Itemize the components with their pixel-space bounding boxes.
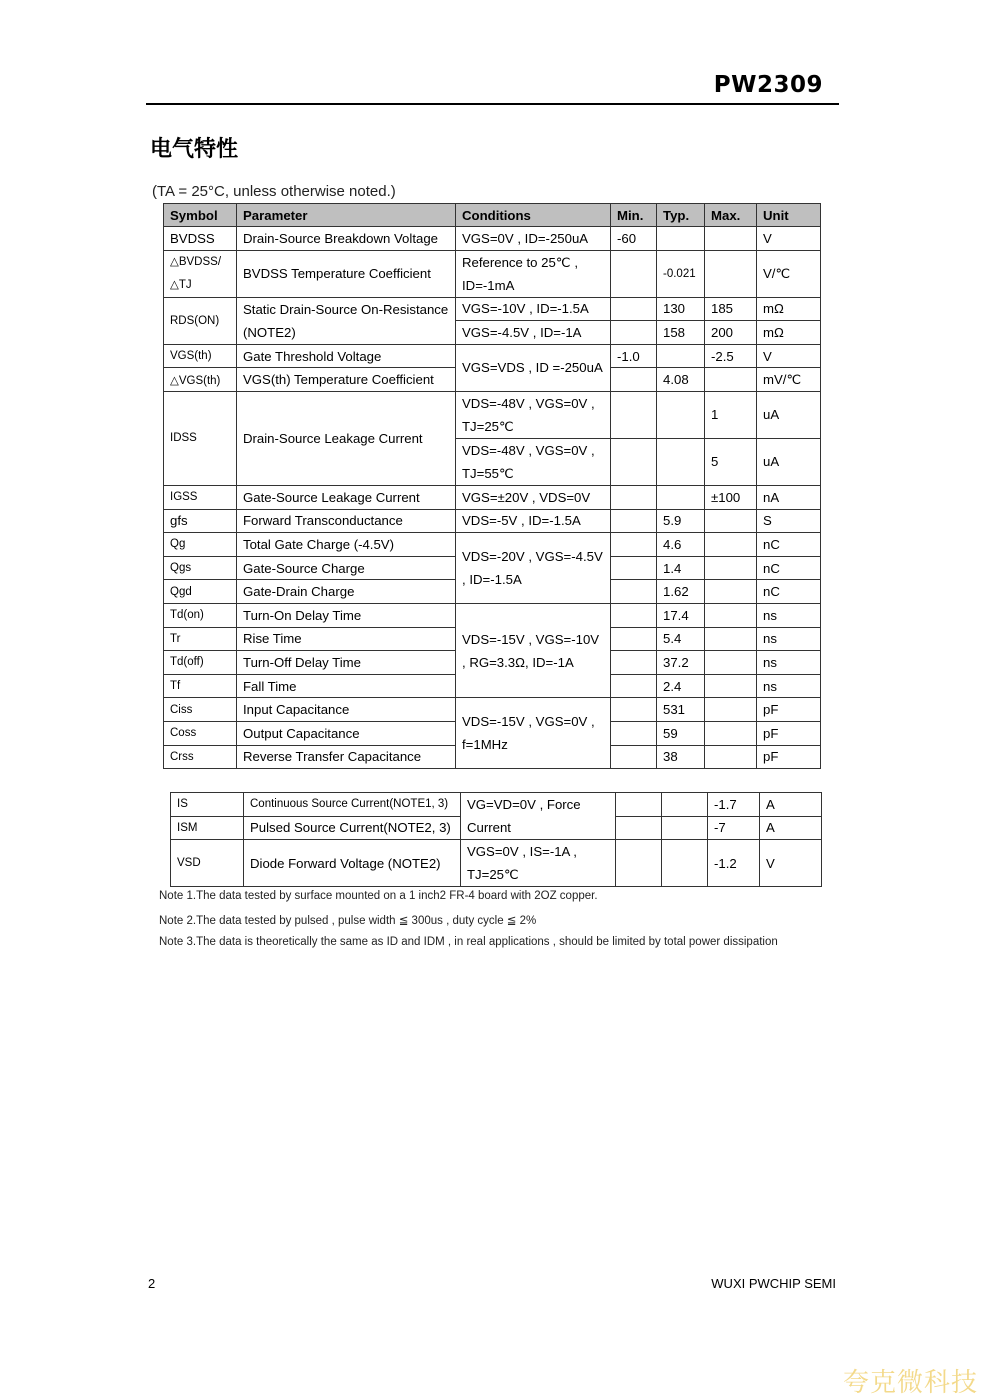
watermark-logo-text: 夸克微科技	[842, 1368, 978, 1398]
header-max: Max.	[705, 204, 757, 227]
table-row	[164, 250, 821, 297]
symbol-cell: Tr	[164, 627, 237, 651]
min-cell	[611, 533, 657, 557]
symbol-cell: △VGS(th)	[164, 368, 237, 392]
parameter-cell: Output Capacitance	[237, 721, 456, 745]
min-cell	[616, 793, 662, 817]
max-cell	[705, 651, 757, 675]
parameter-cell: Input Capacitance	[237, 698, 456, 722]
symbol-cell: Qgd	[164, 580, 237, 604]
unit-cell: ns	[757, 674, 821, 698]
electrical-characteristics-table	[163, 203, 821, 769]
conditions-cell: VDS=-20V , VGS=-4.5V , ID=-1.5A	[456, 533, 611, 604]
min-cell	[611, 368, 657, 392]
unit-cell: nA	[757, 485, 821, 509]
unit-cell: V	[757, 344, 821, 368]
unit-cell: pF	[757, 721, 821, 745]
parameter-cell: Turn-Off Delay Time	[237, 651, 456, 675]
footnote-1: Note 1.The data tested by surface mounted on a 1 inch2 FR-4 board with 2OZ copper.	[159, 890, 598, 902]
typ-cell: 37.2	[657, 651, 705, 675]
symbol-cell: RDS(ON)	[164, 297, 237, 344]
symbol-cell: IGSS	[164, 485, 237, 509]
unit-cell: pF	[757, 745, 821, 769]
typ-cell: -0.021	[657, 250, 705, 297]
parameter-cell: Fall Time	[237, 674, 456, 698]
typ-cell: 1.62	[657, 580, 705, 604]
parameter-cell: Turn-On Delay Time	[237, 603, 456, 627]
unit-cell: mΩ	[757, 321, 821, 345]
table-row	[164, 297, 821, 321]
max-cell	[705, 368, 757, 392]
min-cell	[611, 745, 657, 769]
footnote-2: Note 2.The data tested by pulsed , pulse width ≦ 300us , duty cycle ≦ 2%	[159, 915, 537, 927]
max-cell: -1.2	[708, 840, 760, 887]
table-row	[164, 485, 821, 509]
footnote-3: Note 3.The data is theoretically the same as ID and IDM , in real applications , should be limited by total power dissipation	[159, 936, 778, 948]
conditions-cell: VDS=-5V , ID=-1.5A	[456, 509, 611, 533]
min-cell	[616, 840, 662, 887]
header-symbol: Symbol	[164, 204, 237, 227]
conditions-cell: VGS=-10V , ID=-1.5A	[456, 297, 611, 321]
unit-cell: ns	[757, 627, 821, 651]
max-cell: -1.7	[708, 793, 760, 817]
min-cell	[611, 674, 657, 698]
parameter-cell: Gate-Drain Charge	[237, 580, 456, 604]
min-cell: -60	[611, 227, 657, 251]
conditions-cell: VDS=-48V , VGS=0V , TJ=25℃	[456, 391, 611, 438]
symbol-cell: Coss	[164, 721, 237, 745]
parameter-cell: Pulsed Source Current(NOTE2, 3)	[244, 816, 461, 840]
max-cell: 1	[705, 391, 757, 438]
typ-cell	[657, 485, 705, 509]
typ-cell: 2.4	[657, 674, 705, 698]
symbol-cell: IDSS	[164, 391, 237, 485]
table-row	[164, 227, 821, 251]
table-row	[164, 391, 821, 438]
unit-cell: uA	[757, 391, 821, 438]
typ-cell: 130	[657, 297, 705, 321]
min-cell: -1.0	[611, 344, 657, 368]
test-condition-note: (TA = 25°C, unless otherwise noted.)	[152, 183, 396, 200]
conditions-cell: Reference to 25℃ , ID=-1mA	[456, 250, 611, 297]
table-row	[171, 840, 822, 887]
header-divider	[146, 103, 839, 105]
table-header-row	[164, 204, 821, 227]
max-cell: 200	[705, 321, 757, 345]
conditions-cell: VDS=-15V , VGS=0V , f=1MHz	[456, 698, 611, 769]
header-unit: Unit	[757, 204, 821, 227]
section-title: 电气特性	[150, 137, 239, 162]
max-cell	[705, 250, 757, 297]
max-cell	[705, 580, 757, 604]
typ-cell: 531	[657, 698, 705, 722]
parameter-cell: Total Gate Charge (-4.5V)	[237, 533, 456, 557]
unit-cell: A	[760, 816, 822, 840]
min-cell	[611, 651, 657, 675]
table-row	[164, 509, 821, 533]
header-parameter: Parameter	[237, 204, 456, 227]
parameter-cell: Gate Threshold Voltage	[237, 344, 456, 368]
max-cell: 185	[705, 297, 757, 321]
conditions-cell: VG=VD=0V , Force Current	[461, 793, 616, 840]
min-cell	[611, 698, 657, 722]
min-cell	[611, 297, 657, 321]
symbol-cell: △BVDSS/△TJ	[164, 250, 237, 297]
typ-cell: 4.08	[657, 368, 705, 392]
max-cell	[705, 674, 757, 698]
min-cell	[611, 556, 657, 580]
unit-cell: V	[757, 227, 821, 251]
max-cell: 5	[705, 438, 757, 485]
typ-cell	[662, 816, 708, 840]
min-cell	[616, 816, 662, 840]
min-cell	[611, 603, 657, 627]
symbol-cell: VSD	[171, 840, 244, 887]
conditions-cell: VGS=-4.5V , ID=-1A	[456, 321, 611, 345]
symbol-cell: VGS(th)	[164, 344, 237, 368]
max-cell: -2.5	[705, 344, 757, 368]
parameter-cell: VGS(th) Temperature Coefficient	[237, 368, 456, 392]
footer-company-name: WUXI PWCHIP SEMI	[711, 1276, 836, 1291]
conditions-cell: VGS=VDS , ID =-250uA	[456, 344, 611, 391]
typ-cell: 59	[657, 721, 705, 745]
max-cell	[705, 533, 757, 557]
header-min: Min.	[611, 204, 657, 227]
typ-cell: 158	[657, 321, 705, 345]
parameter-cell: Forward Transconductance	[237, 509, 456, 533]
symbol-cell: Crss	[164, 745, 237, 769]
diode-characteristics-table	[170, 792, 822, 887]
header-typ: Typ.	[657, 204, 705, 227]
typ-cell: 5.4	[657, 627, 705, 651]
typ-cell	[662, 793, 708, 817]
unit-cell: mΩ	[757, 297, 821, 321]
max-cell: -7	[708, 816, 760, 840]
parameter-cell: Static Drain-Source On-Resistance (NOTE2)	[237, 297, 456, 344]
header-conditions: Conditions	[456, 204, 611, 227]
typ-cell	[657, 391, 705, 438]
parameter-cell: Diode Forward Voltage (NOTE2)	[244, 840, 461, 887]
min-cell	[611, 627, 657, 651]
typ-cell	[662, 840, 708, 887]
conditions-cell: VGS=±20V , VDS=0V	[456, 485, 611, 509]
symbol-cell: gfs	[164, 509, 237, 533]
min-cell	[611, 391, 657, 438]
unit-cell: nC	[757, 580, 821, 604]
symbol-cell: ISM	[171, 816, 244, 840]
parameter-cell: Reverse Transfer Capacitance	[237, 745, 456, 769]
parameter-cell: Gate-Source Leakage Current	[237, 485, 456, 509]
max-cell	[705, 627, 757, 651]
parameter-cell: BVDSS Temperature Coefficient	[237, 250, 456, 297]
typ-cell	[657, 227, 705, 251]
min-cell	[611, 485, 657, 509]
unit-cell: V/℃	[757, 250, 821, 297]
part-number-title: PW2309	[713, 72, 823, 98]
page-number: 2	[148, 1276, 156, 1291]
unit-cell: ns	[757, 651, 821, 675]
typ-cell: 4.6	[657, 533, 705, 557]
conditions-cell: VGS=0V , ID=-250uA	[456, 227, 611, 251]
symbol-cell: Td(off)	[164, 651, 237, 675]
symbol-cell: Td(on)	[164, 603, 237, 627]
parameter-cell: Drain-Source Leakage Current	[237, 391, 456, 485]
typ-cell: 5.9	[657, 509, 705, 533]
conditions-cell: VDS=-15V , VGS=-10V , RG=3.3Ω, ID=-1A	[456, 603, 611, 697]
min-cell	[611, 509, 657, 533]
max-cell	[705, 509, 757, 533]
max-cell	[705, 721, 757, 745]
unit-cell: ns	[757, 603, 821, 627]
typ-cell	[657, 438, 705, 485]
symbol-cell: Qgs	[164, 556, 237, 580]
symbol-cell: IS	[171, 793, 244, 817]
typ-cell: 1.4	[657, 556, 705, 580]
min-cell	[611, 580, 657, 604]
typ-cell: 17.4	[657, 603, 705, 627]
table-row	[164, 603, 821, 627]
max-cell	[705, 556, 757, 580]
unit-cell: nC	[757, 556, 821, 580]
parameter-cell: Rise Time	[237, 627, 456, 651]
typ-cell: 38	[657, 745, 705, 769]
min-cell	[611, 250, 657, 297]
table-row	[171, 793, 822, 817]
parameter-cell: Gate-Source Charge	[237, 556, 456, 580]
unit-cell: uA	[757, 438, 821, 485]
min-cell	[611, 321, 657, 345]
conditions-cell: VDS=-48V , VGS=0V , TJ=55℃	[456, 438, 611, 485]
symbol-cell: BVDSS	[164, 227, 237, 251]
symbol-cell: Ciss	[164, 698, 237, 722]
unit-cell: nC	[757, 533, 821, 557]
unit-cell: pF	[757, 698, 821, 722]
symbol-cell: Tf	[164, 674, 237, 698]
min-cell	[611, 438, 657, 485]
unit-cell: S	[757, 509, 821, 533]
min-cell	[611, 721, 657, 745]
conditions-cell: VGS=0V , IS=-1A , TJ=25℃	[461, 840, 616, 887]
typ-cell	[657, 344, 705, 368]
table-row	[164, 698, 821, 722]
max-cell	[705, 698, 757, 722]
symbol-cell: Qg	[164, 533, 237, 557]
table-row	[164, 533, 821, 557]
max-cell	[705, 745, 757, 769]
unit-cell: A	[760, 793, 822, 817]
unit-cell: mV/℃	[757, 368, 821, 392]
max-cell	[705, 227, 757, 251]
unit-cell: V	[760, 840, 822, 887]
max-cell: ±100	[705, 485, 757, 509]
parameter-cell: Drain-Source Breakdown Voltage	[237, 227, 456, 251]
parameter-cell: Continuous Source Current(NOTE1, 3)	[244, 793, 461, 817]
max-cell	[705, 603, 757, 627]
table-row	[164, 344, 821, 368]
